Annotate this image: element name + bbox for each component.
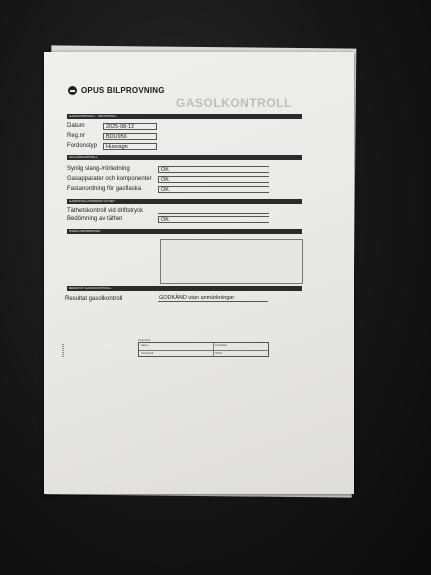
check-label: Fastanordning för gasflaska: [67, 186, 142, 192]
signature-caption: Underskrift: [138, 339, 151, 342]
section-band-other-info: ÖVRIG INFORMATION: [67, 229, 302, 234]
tightness-test-label: Täthetskontroll vid driftstryck: [67, 208, 144, 214]
section-band-protocol: GASOLKONTROLL - PROTOKOLL: [67, 114, 302, 119]
opus-logo-icon: [68, 86, 77, 95]
brand-logo: [68, 86, 165, 95]
check-label: Gasapparater och komponenter: [67, 176, 152, 182]
section-band-result: RESULTAT GASOLKONTROLL: [67, 286, 302, 291]
brand-name: OPUS BILPROVNING: [81, 86, 165, 95]
tightness-assessment-label: Bedömning av täthet: [67, 216, 123, 222]
date-label: Datum: [67, 123, 85, 129]
reg-label: Reg.nr: [67, 133, 86, 139]
reg-value: BDU956: [103, 133, 157, 140]
section-band-tightness: GASINSTALLATIONENS TÄTHET: [67, 199, 302, 204]
paper-document: [44, 52, 354, 494]
section-band-visual: OKULÄRKONTROLL: [67, 155, 302, 160]
tightness-test-value: [158, 207, 269, 214]
tightness-assessment-value: OK: [158, 216, 269, 223]
check-value: OK: [158, 176, 269, 183]
vehicle-type-label: Fordonstyp: [67, 143, 98, 149]
margin-marks: [62, 344, 64, 358]
check-label: Synlig slang-/rörledning: [67, 166, 130, 172]
document-title: GASOLKONTROLL: [176, 96, 292, 110]
vehicle-type-value: Husvagn: [103, 143, 157, 150]
signature-company: OPUS: [215, 352, 223, 355]
result-label: Resultat gasolkontroll: [65, 296, 123, 302]
check-value: OK: [158, 186, 269, 193]
date-value: 2025-08-12: [103, 123, 157, 130]
signature-date-label: Datum: [141, 344, 149, 347]
check-value: OK: [158, 166, 269, 173]
signature-label: Underskrift: [141, 352, 154, 355]
other-info-box: [160, 239, 303, 284]
signature-table: [138, 342, 269, 357]
signature-inspector-label: Kontrollant: [215, 344, 227, 347]
result-value: GODKÄND utan anmärkningar: [158, 295, 268, 302]
